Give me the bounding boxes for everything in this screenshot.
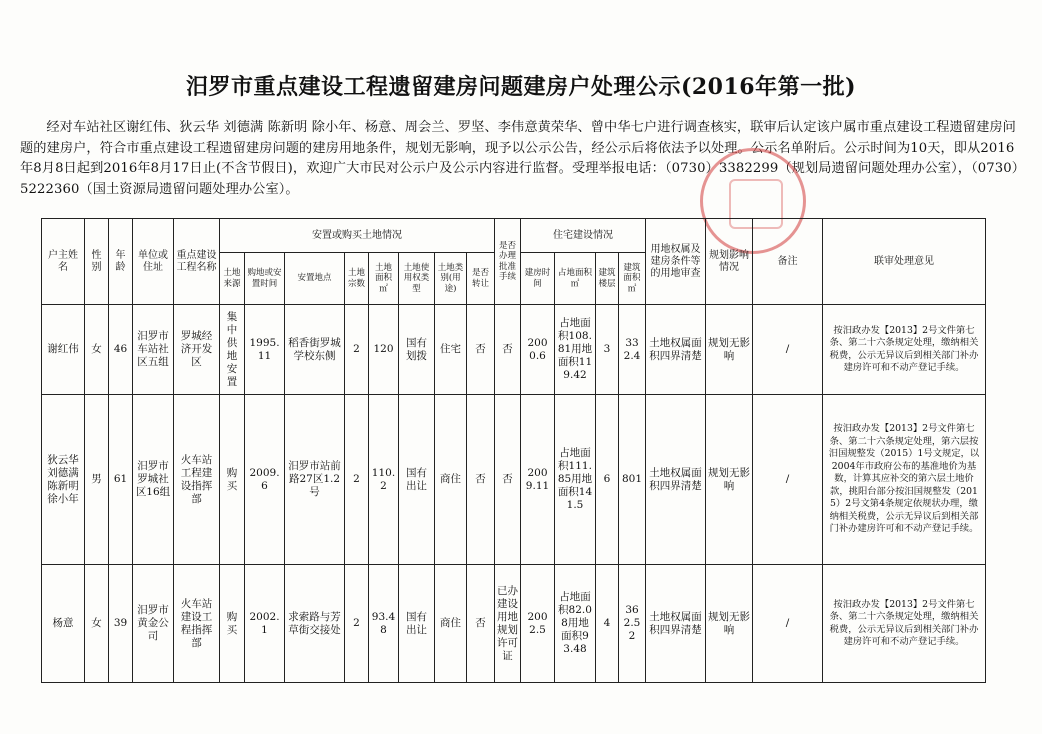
cell-opinion: 按汨政办发【2013】2号文件第七条、第二十六条规定处理，缴纳相关税费，公示无异议后到相关部门补办建房许可和不动产登记手续。 (823, 565, 986, 683)
header-name: 户主姓名 (42, 219, 85, 305)
page-title: 汨罗市重点建设工程遗留建房问题建房户处理公示(2016年第一批) (185, 74, 857, 100)
notice-table (41, 218, 986, 683)
cell-land-source: 购买 (220, 395, 245, 565)
header-location: 安置地点 (285, 253, 345, 305)
cell-unit: 汨罗市车站社区五组 (133, 305, 174, 395)
header-land-group: 安置或购买土地情况 (220, 219, 495, 253)
header-gender: 性别 (85, 219, 109, 305)
cell-project: 火车站建设工程指挥部 (174, 565, 220, 683)
cell-project: 罗城经济开发区 (174, 305, 220, 395)
cell-name: 狄云华刘德满陈新明徐小年 (42, 395, 85, 565)
cell-unit: 汨罗市黄金公司 (133, 565, 174, 683)
header-floors: 建筑楼层 (596, 253, 619, 305)
cell-land-area: 110.2 (369, 395, 399, 565)
cell-footprint: 占地面积82.08用地面积93.48 (555, 565, 596, 683)
header-opinion: 联审处理意见 (823, 219, 986, 305)
cell-name: 谢红伟 (42, 305, 85, 395)
cell-purchase-time: 2002.1 (245, 565, 285, 683)
cell-floors: 4 (596, 565, 619, 683)
header-land-source: 土地来源 (220, 253, 245, 305)
cell-land-source: 集中供地安置 (220, 305, 245, 395)
cell-location: 汨罗市站前路27区1.2号 (285, 395, 345, 565)
cell-ownership: 土地权属面积四界清楚 (646, 305, 706, 395)
cell-transfer: 否 (467, 305, 495, 395)
cell-land-area: 93.48 (369, 565, 399, 683)
header-purchase-time: 购地或安置时间 (245, 253, 285, 305)
header-land-use: 土地类别(用途) (435, 253, 467, 305)
cell-plots: 2 (345, 565, 369, 683)
cell-age: 61 (109, 395, 133, 565)
header-transfer: 是否转让 (467, 253, 495, 305)
header-planning: 规划影响情况 (706, 219, 753, 305)
header-remark: 备注 (753, 219, 823, 305)
cell-build-time: 2009.11 (521, 395, 555, 565)
cell-approval: 已办建设用地规划许可证 (495, 565, 521, 683)
header-plots: 土地宗数 (345, 253, 369, 305)
cell-gender: 女 (85, 565, 109, 683)
cell-build-time: 2002.5 (521, 565, 555, 683)
cell-plots: 2 (345, 305, 369, 395)
cell-remark: / (753, 395, 823, 565)
cell-footprint: 占地面积108.81用地面积119.42 (555, 305, 596, 395)
cell-location: 稻香街罗城学校东侧 (285, 305, 345, 395)
cell-remark: / (753, 305, 823, 395)
cell-transfer: 否 (467, 395, 495, 565)
cell-opinion: 按汨政办发【2013】2号文件第七条、第二十六条规定处理，缴纳相关税费，公示无异议后到相关部门补办建房许可和不动产登记手续。 (823, 305, 986, 395)
cell-name: 杨意 (42, 565, 85, 683)
cell-approval: 否 (495, 395, 521, 565)
cell-location: 求索路与芳草街交接处 (285, 565, 345, 683)
cell-planning: 规划无影响 (706, 565, 753, 683)
cell-planning: 规划无影响 (706, 305, 753, 395)
cell-planning: 规划无影响 (706, 395, 753, 565)
cell-ownership: 土地权属面积四界清楚 (646, 395, 706, 565)
cell-gender: 女 (85, 305, 109, 395)
cell-purchase-time: 2009.6 (245, 395, 285, 565)
cell-build-area: 332.4 (619, 305, 646, 395)
header-approval: 是否办理批准手续 (495, 219, 521, 305)
cell-land-use: 商住 (435, 565, 467, 683)
header-footprint: 占地面积㎡ (555, 253, 596, 305)
cell-unit: 汨罗市罗城社区16组 (133, 395, 174, 565)
cell-footprint: 占地面积111.85用地面积141.5 (555, 395, 596, 565)
cell-approval: 否 (495, 305, 521, 395)
table-row (42, 395, 986, 565)
cell-gender: 男 (85, 395, 109, 565)
header-ownership: 用地权属及建房条件等的用地审查 (646, 219, 706, 305)
notice-intro: 经对车站社区谢红伟、狄云华 刘德满 陈新明 除小年、杨意、周会兰、罗坚、李伟意黄荣华、曾中华七户进行调查核实，联审后认定该户属市重点建设工程遗留建房问题的建房户，符合市重点建设工程遗留建房问题的建房用地条件，规划无影响，现予以公示公告，经公示后将依法予以处理。公示名单附后。公示时间为10天，即从2016年8月8日起到2016年8月17日止(不含节假日)，欢迎广大市民对公示户及公示内容进行监督。受理举报电话：（0730）3382299（规划局遗留问题处理办公室），（0730）5222360（国土资源局遗留问题处理办公室）。 (20, 120, 1019, 197)
cell-remark: / (753, 565, 823, 683)
cell-land-use: 商住 (435, 395, 467, 565)
cell-purchase-time: 1995.11 (245, 305, 285, 395)
cell-transfer: 否 (467, 565, 495, 683)
header-unit: 单位或住址 (133, 219, 174, 305)
cell-build-time: 2000.6 (521, 305, 555, 395)
header-age: 年龄 (109, 219, 133, 305)
cell-land-area: 120 (369, 305, 399, 395)
cell-plots: 2 (345, 395, 369, 565)
cell-age: 39 (109, 565, 133, 683)
header-right-type: 土地使用权类型 (399, 253, 435, 305)
table-row (42, 565, 986, 683)
cell-floors: 3 (596, 305, 619, 395)
cell-right-type: 国有划拨 (399, 305, 435, 395)
table-row (42, 305, 986, 395)
cell-right-type: 国有出让 (399, 395, 435, 565)
cell-land-use: 住宅 (435, 305, 467, 395)
header-project: 重点建设工程名称 (174, 219, 220, 305)
cell-project: 火车站工程建设指挥部 (174, 395, 220, 565)
header-land-area: 土地面积㎡ (369, 253, 399, 305)
cell-right-type: 国有出让 (399, 565, 435, 683)
cell-land-source: 购买 (220, 565, 245, 683)
table-header-row (42, 219, 986, 253)
header-build-time: 建房时间 (521, 253, 555, 305)
cell-floors: 6 (596, 395, 619, 565)
cell-opinion: 按汨政办发【2013】2号文件第七条、第二十六条规定处理，第六层按汨国规整发（2015）1号文规定，以2004年市政府公布的基准地价为基数，计算其应补交的第六层土地价款，挑阳台部分按汨国规整发（2015）2号文第4条规定依规状办理，缴纳相关税费，公示无异议后到相关部门补办建房许可和不动产登记手续。 (823, 395, 986, 565)
header-house-group: 住宅建设情况 (521, 219, 646, 253)
header-build-area: 建筑面积㎡ (619, 253, 646, 305)
cell-build-area: 362.52 (619, 565, 646, 683)
cell-ownership: 土地权属面积四界清楚 (646, 565, 706, 683)
cell-age: 46 (109, 305, 133, 395)
cell-build-area: 801 (619, 395, 646, 565)
